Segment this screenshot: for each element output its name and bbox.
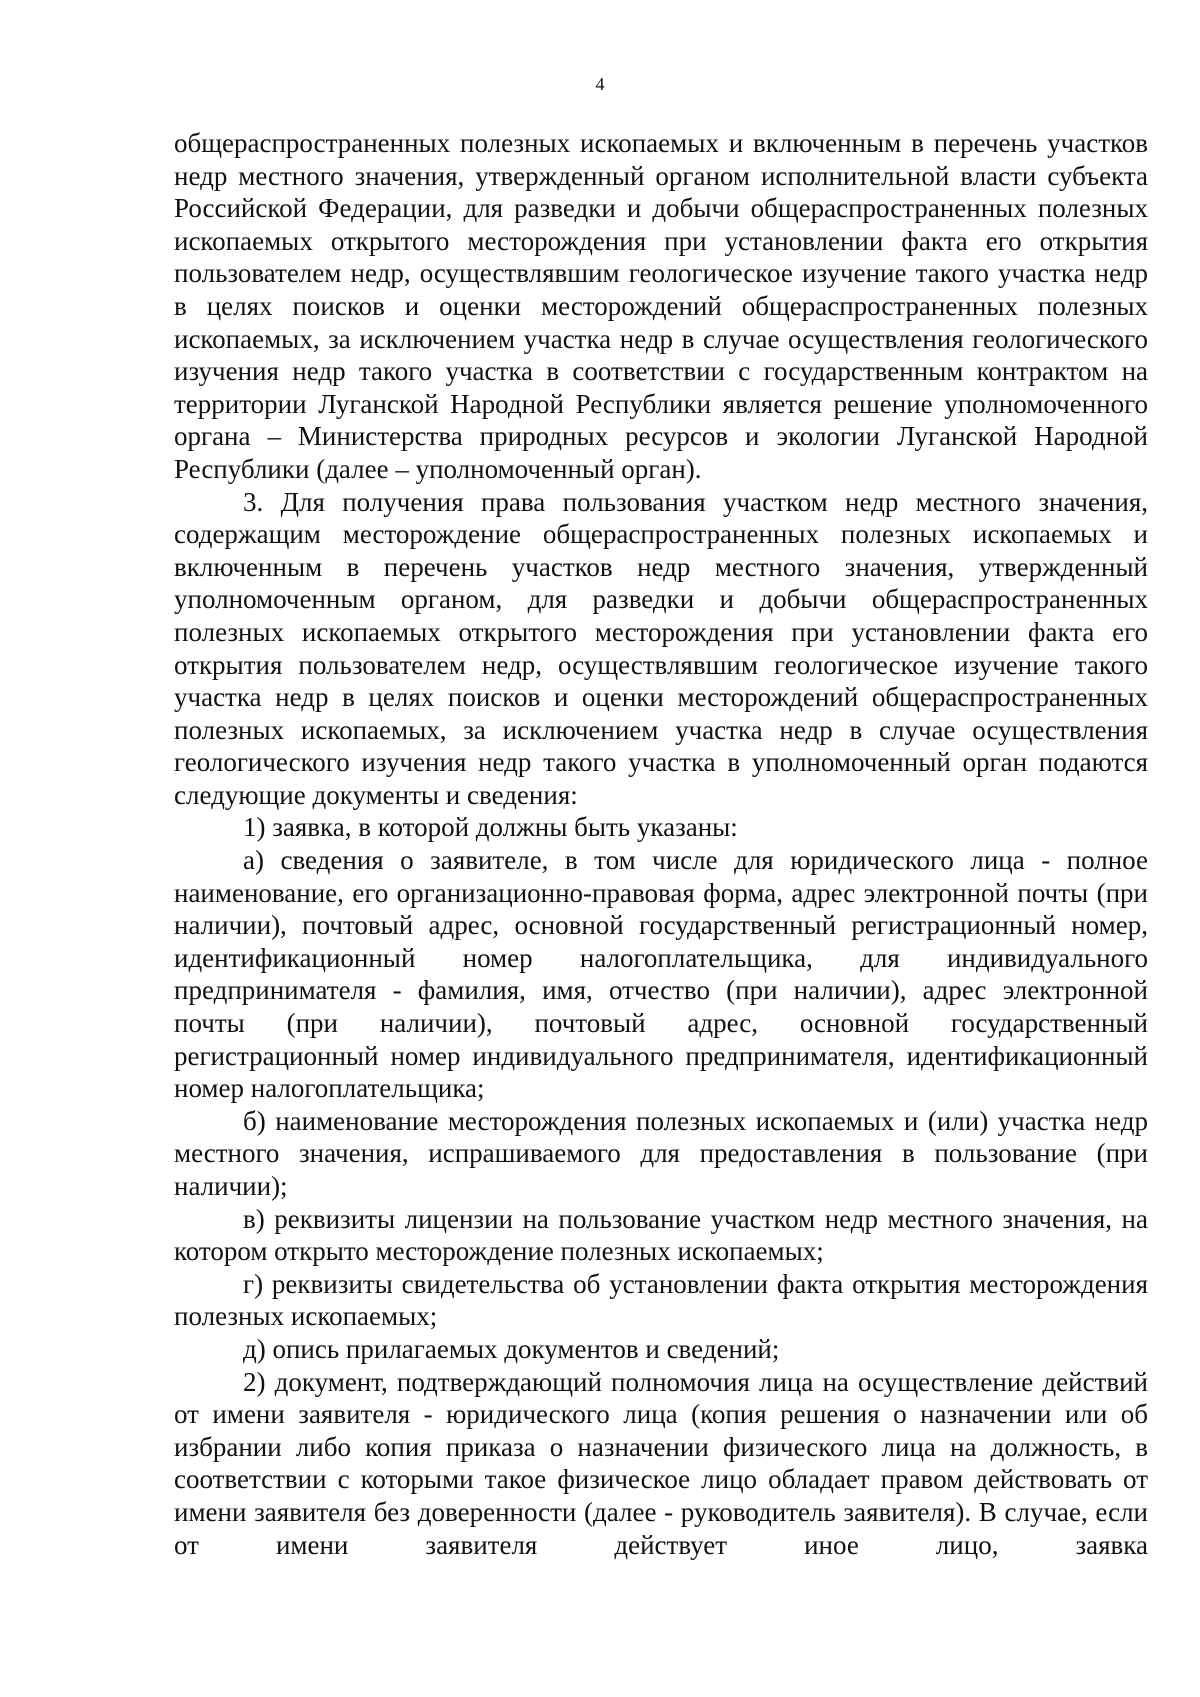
paragraph-subitem-v: в) реквизиты лицензии на пользование участком недр местного значения, на котором открыто месторождение полезных ископаемых; [174, 1203, 1148, 1267]
paragraph-subitem-a: а) сведения о заявителе, в том числе для юридического лица - полное наименование, его организационно-правовая форма, адрес электронной почты (при наличии), почтовый адрес, основной государственный регистрационный номер, идентификационный номер налогоплательщика, для индивидуального предпринимателя - фамилия, имя, отчество (при наличии), адрес электронной почты (при наличии), почтовый адрес, основной государственный регистрационный номер индивидуального предпринимателя, идентификационный номер налогоплательщика; [174, 845, 1148, 1104]
paragraph-subitem-d: д) опись прилагаемых документов и сведений; [243, 1333, 780, 1364]
paragraph-subitem-1: 1) заявка, в которой должны быть указаны: [243, 812, 738, 843]
paragraph-item-3: 3. Для получения права пользования участком недр местного значения, содержащим месторождение общераспространенных полезных ископаемых и включенным в перечень участков недр местного значения, утвержденный уполномоченным органом, для разведки и добычи общераспространенных полезных ископаемых открытого месторождения при установлении факта его открытия пользователем недр, осуществлявшим геологическое изучение такого участка недр в целях поисков и оценки месторождений общераспространенных полезных ископаемых, за исключением участка недр в случае осуществления геологического изучения недр такого участка в уполномоченный орган подаются следующие документы и сведения: [174, 486, 1148, 810]
page-number: 4 [595, 74, 605, 94]
paragraph-continuation: общераспространенных полезных ископаемых и включенным в перечень участков недр местного значения, утвержденный органом исполнительной власти субъекта Российской Федерации, для разведки и добычи общераспространенных полезных ископаемых открытого месторождения при установлении факта его открытия пользователем недр, осуществлявшим геологическое изучение такого участка недр в целях поисков и оценки месторождений общераспространенных полезных ископаемых, за исключением участка недр в случае осуществления геологического изучения недр такого участка в соответствии с государственным контрактом на территории Луганской Народной Республики является решение уполномоченного органа – Министерства природных ресурсов и экологии Луганской Народной Республики (далее – уполномоченный орган). [174, 128, 1148, 484]
paragraph-subitem-2: 2) документ, подтверждающий полномочия лица на осуществление действий от имени заявителя - юридического лица (копия решения о назначении или об избрании либо копия приказа о назначении физического лица на должность, в соответствии с которыми такое физическое лицо обладает правом действовать от имени заявителя без доверенности (далее - руководитель заявителя). В случае, если от имени заявителя действует иное лицо, заявка [174, 1366, 1148, 1560]
document-body [174, 127, 1148, 1561]
paragraph-subitem-g: г) реквизиты свидетельства об установлении факта открытия месторождения полезных ископаемых; [174, 1268, 1148, 1332]
paragraph-subitem-b: б) наименование месторождения полезных ископаемых и (или) участка недр местного значения, испрашиваемого для предоставления в пользование (при наличии); [174, 1105, 1148, 1201]
